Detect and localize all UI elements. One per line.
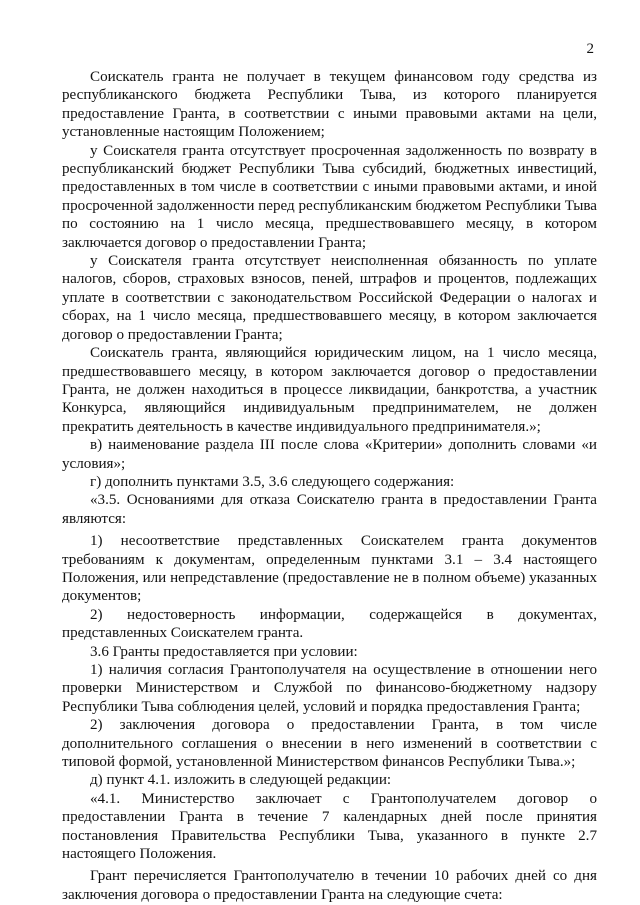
paragraph-not-in-liquidation: Соискатель гранта, являющийся юридическим лицом, на 1 число месяца, предшествовавшего месяцу, в котором заключается договор о предоставлении Гранта, не должен находиться в процессе ликвидации, банкротства, а участник Конкурса, являющийся индивидуальным предпринимателем, не должен прекратить деятельность в качестве индивидуального предпринимателя.»;	[62, 345, 597, 435]
paragraph-refusal-grounds: «3.5. Основаниями для отказа Соискателю гранта в предоставлении Гранта являются:	[62, 492, 597, 527]
page-number: 2	[586, 41, 594, 57]
paragraph-add-points-3-5-3-6: г) дополнить пунктами 3.5, 3.6 следующего содержания:	[90, 473, 455, 490]
paragraph-no-overdue-debt: у Соискателя гранта отсутствует просроченная задолженность по возврату в республиканский бюджет Республики Тыва субсидий, бюджетных инвестиций, предоставленных в том числе в соответствии с иными правовыми актами, и иной просроченной задолженности перед республиканским бюджетом Республики Тыва по состоянию на 1 число месяца, предшествовавшего месяцу, в котором заключается договор о предоставлении Гранта;	[62, 142, 597, 251]
paragraph-amend-point-4-1: д) пункт 4.1. изложить в следующей редакции:	[90, 772, 392, 789]
paragraph-refusal-ground-1: 1) несоответствие представленных Соискателем гранта документов требованиям к документам, определенным пунктами 3.1 – 3.4 настоящего Положения, или непредставление (предоставление не в полном объеме) указанных документов;	[62, 533, 597, 605]
paragraph-amend-section-iii-title: в) наименование раздела III после слова «Критерии» дополнить словами «и условия»;	[62, 437, 597, 472]
paragraph-refusal-ground-2: 2) недостоверность информации, содержащейся в документах, представленных Соискателем гранта.	[62, 606, 597, 642]
paragraph-grant-conditions: 3.6 Гранты предоставляется при условии:	[90, 643, 358, 660]
document-body	[62, 68, 597, 904]
paragraph-point-4-1-text: «4.1. Министерство заключает с Грантополучателем договор о предоставлении Гранта в течение 7 календарных дней после принятия постановления Правительства Республики Тыва, указанного в пункте 2.7 настоящего Положения.	[62, 790, 597, 863]
paragraph-no-tax-arrears: у Соискателя гранта отсутствует неисполненная обязанность по уплате налогов, сборов, страховых взносов, пеней, штрафов и процентов, подлежащих уплате в соответствии с законодательством Российской Федерации о налогах и сборах, на 1 число месяца, предшествовавшего месяцу, в котором заключается договор о предоставлении Гранта;	[62, 253, 597, 343]
paragraph-applicant-no-budget-funds: Соискатель гранта не получает в текущем финансовом году средства из республиканского бюджета Республики Тыва, из которого планируется предоставление Гранта, в соответствии с иными правовыми актами на цели, установленные настоящим Положением;	[62, 69, 597, 141]
paragraph-grant-transfer: Грант перечисляется Грантополучателю в течении 10 рабочих дней со дня заключения договора о предоставлении Гранта на следующие счета:	[62, 868, 597, 903]
paragraph-condition-2-agreement: 2) заключения договора о предоставлении Гранта, в том числе дополнительного соглашения о внесении в него изменений в соответствии с типовой формой, установленной Министерством финансов Республики Тыва.»;	[62, 717, 597, 771]
paragraph-condition-1-consent: 1) наличия согласия Грантополучателя на осуществление в отношении него проверки Министерством и Службой по финансово-бюджетному надзору Республики Тыва соблюдения целей, условий и порядка предоставления Гранта;	[62, 662, 597, 715]
